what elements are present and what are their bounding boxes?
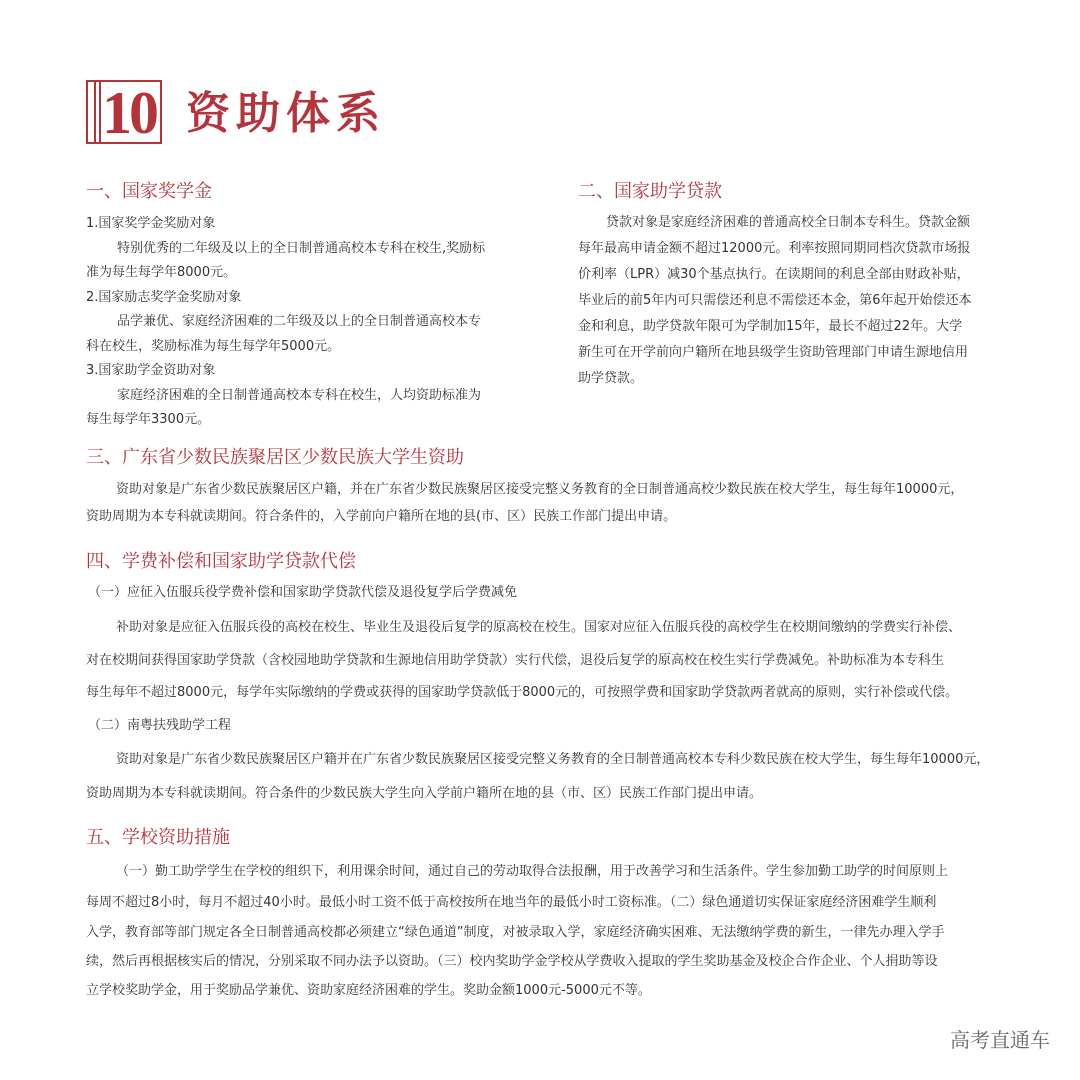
paragraph-line: （一）勤工助学学生在学校的组织下，利用课余时间，通过自己的劳动取得合法报酬，用于改善学习和生活条件。学生参加勤工助学的时间原则上 [116, 864, 949, 879]
subheading: （二）南粤扶残助学工程 [88, 718, 232, 733]
paragraph-line: 金和利息，助学贷款年限可为学制加15年，最长不超过22年。大学 [578, 319, 963, 334]
paragraph-line: 补助对象是应征入伍服兵役的高校在校生、毕业生及退役后复学的原高校在校生。国家对应征入伍服兵役的高校学生在校期间缴纳的学费实行补偿、 [116, 620, 962, 635]
paragraph-line: 1.国家奖学金奖励对象 [86, 216, 216, 231]
paragraph-line: 续，然后再根据核实后的情况，分别采取不同办法予以资助。（三）校内奖助学金学校从学费收入提取的学生奖助基金及校企合作企业、个人捐助等设 [86, 954, 938, 969]
paragraph-line: 3.国家助学金资助对象 [86, 363, 216, 378]
paragraph-line: 每生每年不超过8000元，每学年实际缴纳的学费或获得的国家助学贷款低于8000元的，可按照学费和国家助学贷款两者就高的原则，实行补偿或代偿。 [86, 685, 959, 700]
paragraph-line: 资助对象是广东省少数民族聚居区户籍，并在广东省少数民族聚居区接受完整义务教育的全日制普通高校少数民族在校大学生，每生每年10000元， [116, 482, 964, 497]
subheading: （一）应征入伍服兵役学费补偿和国家助学贷款代偿及退役复学后学费减免 [88, 585, 518, 600]
paragraph-line: 资助周期为本专科就读期间。符合条件的，入学前向户籍所在地的县(市、区）民族工作部门提出申请。 [86, 509, 677, 524]
watermark: 高考直通车 [950, 1028, 1050, 1052]
paragraph-line: 每生每学年3300元。 [86, 412, 211, 427]
badge-stripe [99, 82, 101, 142]
paragraph-line: 助学贷款。 [578, 371, 644, 386]
paragraph-line: 对在校期间获得国家助学贷款（含校园地助学贷款和生源地信用助学贷款）实行代偿，退役后复学的原高校在校生实行学费减免。补助标准为本专科生 [86, 653, 945, 668]
paragraph-line: 每周不超过8小时，每月不超过40小时。最低小时工资不低于高校按所在地当年的最低小时工资标准。（二）绿色通道切实保证家庭经济困难学生顺利 [86, 895, 937, 910]
paragraph-line: 价利率（LPR）减30个基点执行。在读期间的利息全部由财政补贴， [578, 267, 970, 282]
section-number: 10 [102, 80, 156, 146]
section-heading-5: 五、学校资助措施 [86, 827, 230, 848]
paragraph-line: 资助周期为本专科就读期间。符合条件的少数民族大学生向入学前户籍所在地的县（市、区）民族工作部门提出申请。 [86, 786, 763, 801]
paragraph-line: 资助对象是广东省少数民族聚居区户籍并在广东省少数民族聚居区接受完整义务教育的全日制普通高校本专科少数民族在校大学生，每生每年10000元， [116, 752, 990, 767]
paragraph-line: 特别优秀的二年级及以上的全日制普通高校本专科在校生,奖励标 [117, 240, 486, 256]
paragraph-line: 毕业后的前5年内可只需偿还利息不需偿还本金，第6年起开始偿还本 [578, 293, 972, 308]
paragraph-line: 品学兼优、家庭经济困难的二年级及以上的全日制普通高校本专 [117, 314, 482, 329]
section-heading-3: 三、广东省少数民族聚居区少数民族大学生资助 [86, 447, 464, 468]
paragraph-line: 入学，教育部等部门规定各全日制普通高校都必须建立“绿色通道”制度，对被录取入学，家庭经济确实困难、无法缴纳学费的新生，一律先办理入学手 [86, 925, 945, 940]
paragraph-line: 贷款对象是家庭经济困难的普通高校全日制本专科生。贷款金额 [606, 215, 971, 230]
badge-stripe [94, 82, 96, 142]
paragraph-line: 家庭经济困难的全日制普通高校本专科在校生，人均资助标准为 [117, 387, 482, 403]
paragraph-line: 立学校奖助学金，用于奖励品学兼优、资助家庭经济困难的学生。奖助金额1000元-5000元不等。 [86, 983, 651, 998]
paragraph-line: 准为每生每学年8000元。 [86, 265, 237, 280]
paragraph-line: 科在校生，奖励标准为每生每学年5000元。 [86, 338, 341, 354]
paragraph-line: 2.国家励志奖学金奖励对象 [86, 289, 242, 305]
paragraph-line: 每年最高申请金额不超过12000元。利率按照同期同档次贷款市场报 [578, 241, 971, 256]
section-heading-2: 二、国家助学贷款 [578, 181, 722, 202]
section-heading-1: 一、国家奖学金 [86, 181, 212, 202]
paragraph-line: 新生可在开学前向户籍所在地县级学生资助管理部门申请生源地信用 [578, 345, 969, 360]
section-heading-4: 四、学费补偿和国家助学贷款代偿 [86, 551, 356, 572]
section-number-badge [86, 80, 162, 144]
page-title: 资助体系 [186, 88, 386, 139]
